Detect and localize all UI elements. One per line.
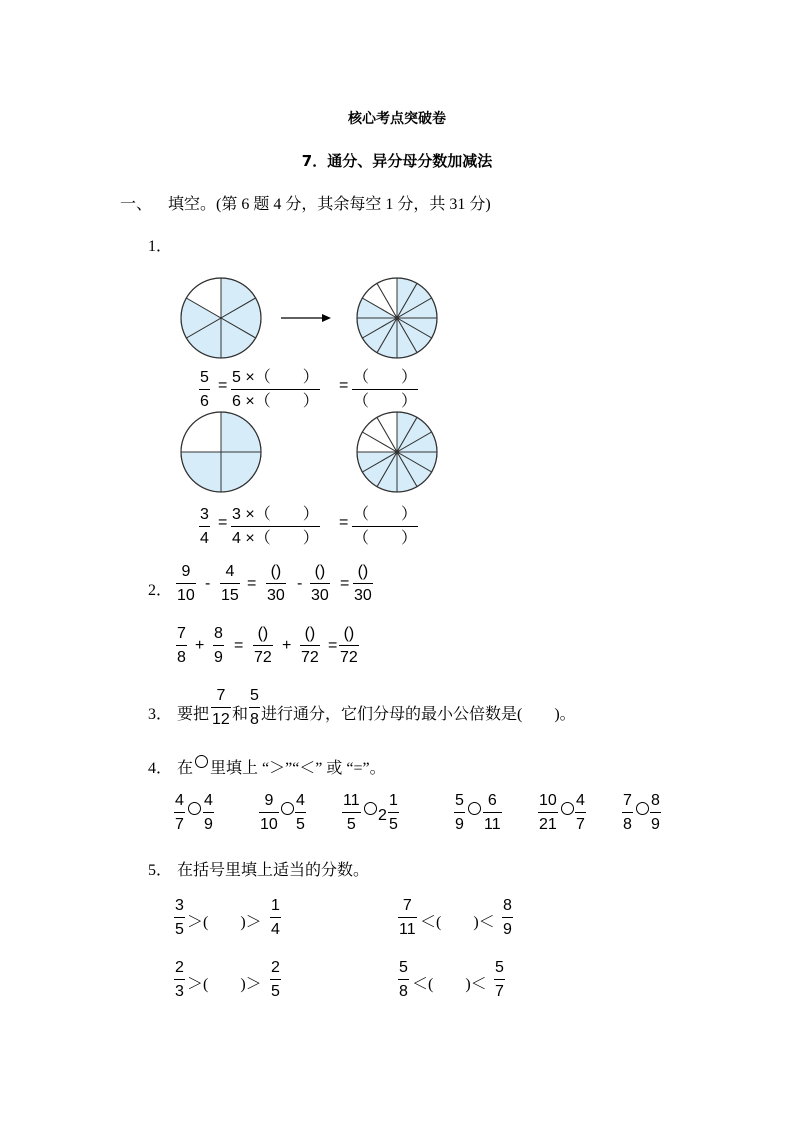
q1-row2-mid-fraction: 3 ×（ ） 4 ×（ ） <box>232 506 319 547</box>
q5-item3-fraction-a: 2 3 <box>175 959 184 1000</box>
equals-sign: = <box>247 575 257 592</box>
equals-sign: = <box>218 377 228 394</box>
q3-text-post: 进行通分，它们分母的最小公倍数是( )。 <box>261 706 576 723</box>
equals-sign: = <box>340 575 350 592</box>
comparison-circle[interactable] <box>188 802 201 815</box>
equals-sign: = <box>218 514 228 531</box>
q2-l2-fraction-a: 7 8 <box>177 625 186 666</box>
section-heading: 填空。(第 6 题 4 分，其余每空 1 分，共 31 分) <box>168 196 491 213</box>
q4-item4-fraction-a: 5 9 <box>455 792 464 833</box>
q4-item3-fraction-a: 11 5 <box>343 792 360 833</box>
q2-l1-fraction-c[interactable]: () 30 <box>267 563 285 604</box>
q1-row2-left-fraction: 3 4 <box>200 506 209 547</box>
q4-item1-fraction-b: 4 9 <box>204 792 213 833</box>
q2-l2-fraction-c[interactable]: () 72 <box>254 625 272 666</box>
q2-l1-fraction-d[interactable]: () 30 <box>311 563 329 604</box>
arrow-head-icon <box>322 314 331 322</box>
q5-item4-blank[interactable]: ＜( )＜ <box>412 976 487 993</box>
q4-item2-fraction-a: 9 10 <box>260 792 278 833</box>
q5-item3-fraction-b: 2 5 <box>271 959 280 1000</box>
q4-item5-fraction-b: 4 7 <box>576 792 585 833</box>
q2-l1-fraction-e[interactable]: () 30 <box>354 563 372 604</box>
equals-sign: = <box>339 514 349 531</box>
page-subtitle: 7．通分、异分母分数加减法 <box>301 152 493 170</box>
comparison-circle[interactable] <box>636 802 649 815</box>
plus-sign: + <box>282 637 292 654</box>
q4-item5-fraction-a: 10 21 <box>539 792 557 833</box>
section-number: 一、 <box>120 196 153 213</box>
q5-number: 5． <box>148 862 173 879</box>
pie-9-of-12 <box>357 412 437 492</box>
q1-row2-answer-fraction[interactable]: （ ） （ ） <box>353 506 418 547</box>
q2-l1-fraction-a: 9 10 <box>177 563 195 604</box>
comparison-circle[interactable] <box>364 802 377 815</box>
pie-10-of-12 <box>357 278 437 358</box>
q4-item1-fraction-a: 4 7 <box>175 792 184 833</box>
q5-item2-blank[interactable]: ＜( )＜ <box>420 914 495 931</box>
comparison-circle[interactable] <box>468 802 481 815</box>
q5-item4-fraction-a: 5 8 <box>399 959 408 1000</box>
q3-number: 3． <box>148 706 173 723</box>
q4-text-pre: 在 <box>177 760 194 777</box>
plus-sign: + <box>195 637 205 654</box>
q2-number: 2． <box>148 582 173 599</box>
q1-row1-answer-fraction[interactable]: （ ） （ ） <box>353 369 418 410</box>
q1-number: 1． <box>148 238 173 255</box>
circle-icon <box>195 755 208 768</box>
q2-l2-fraction-e[interactable]: () 72 <box>340 625 358 666</box>
q4-number: 4． <box>148 760 173 777</box>
q2-l1-fraction-b: 4 15 <box>221 563 239 604</box>
equals-sign: = <box>328 637 338 654</box>
q4-item3-fraction-b: 1 5 <box>389 792 398 833</box>
q3-text-mid: 和 <box>232 706 249 723</box>
q3-fraction-1: 7 12 <box>212 687 230 728</box>
q2-l2-fraction-d[interactable]: () 72 <box>301 625 319 666</box>
q4-item4-fraction-b: 6 11 <box>484 792 501 833</box>
comparison-circle[interactable] <box>281 802 294 815</box>
equals-sign: = <box>234 637 244 654</box>
q5-item1-blank[interactable]: ＞( )＞ <box>187 914 262 931</box>
q4-item2-fraction-b: 4 5 <box>296 792 305 833</box>
q5-item3-blank[interactable]: ＞( )＞ <box>187 976 262 993</box>
q1-row1-left-fraction: 5 6 <box>200 369 209 410</box>
q4-item3-whole: 2 <box>378 807 387 824</box>
minus-sign: - <box>205 575 211 592</box>
q1-row1-mid-fraction: 5 ×（ ） 6 ×（ ） <box>232 369 319 410</box>
q4-text-post: 里填上 “＞”“＜” 或 “=”。 <box>210 760 386 777</box>
q4-item6-fraction-a: 7 8 <box>623 792 632 833</box>
pie-5-of-6 <box>181 278 261 358</box>
comparison-circle[interactable] <box>561 802 574 815</box>
q5-item1-fraction-a: 3 5 <box>175 897 184 938</box>
equals-sign: = <box>339 377 349 394</box>
q1-pie-figures <box>0 0 794 560</box>
q5-item2-fraction-b: 8 9 <box>503 897 512 938</box>
q5-text: 在括号里填上适当的分数。 <box>177 862 370 879</box>
q3-text-pre: 要把 <box>177 706 210 723</box>
minus-sign: - <box>297 575 303 592</box>
q5-item4-fraction-b: 5 7 <box>495 959 504 1000</box>
pie-3-of-4 <box>181 412 261 492</box>
q3-fraction-2: 5 8 <box>250 687 259 728</box>
q2-l2-fraction-b: 8 9 <box>214 625 223 666</box>
q4-item6-fraction-b: 8 9 <box>651 792 660 833</box>
q5-item1-fraction-b: 1 4 <box>271 897 280 938</box>
page-title: 核心考点突破卷 <box>348 111 446 127</box>
q5-item2-fraction-a: 7 11 <box>399 897 416 938</box>
